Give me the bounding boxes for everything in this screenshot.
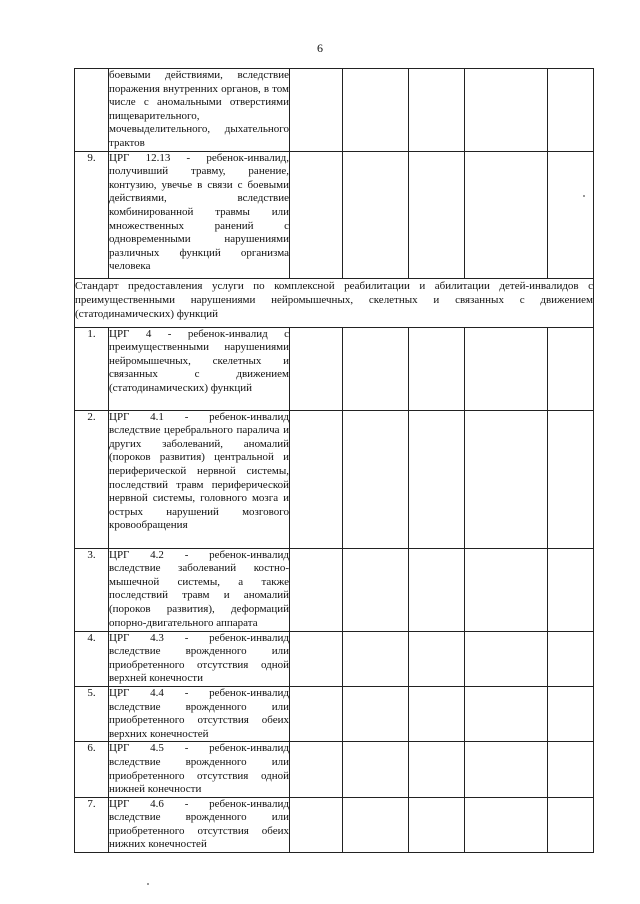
table-row bbox=[75, 686, 594, 741]
scan-speck bbox=[583, 195, 585, 197]
table-row bbox=[75, 548, 594, 631]
row-number: 6. bbox=[75, 742, 109, 797]
row-description: ЦРГ 12.13 - ребенок-инвалид, получивший травму, ранение, контузию, увечье в связи с боевыми действиями, вследствие комбинированной травмы или множественных ранений с одновременными нарушениями различных функций организма человека bbox=[109, 151, 290, 278]
table-row bbox=[75, 797, 594, 852]
row-number: 5. bbox=[75, 686, 109, 741]
row-number: 4. bbox=[75, 631, 109, 686]
row-number: 3. bbox=[75, 548, 109, 631]
table-row bbox=[75, 631, 594, 686]
row-description: ЦРГ 4.6 - ребенок-инвалид вследствие врожденного или приобретенного отсутствия обеих нижних конечностей bbox=[109, 797, 290, 852]
row-description: боевыми действиями, вследствие поражения внутренних органов, в том числе с аномальными отверстиями пищеварительного, мочевыделительного, дыхательного трактов bbox=[109, 69, 290, 152]
table-row bbox=[75, 742, 594, 797]
row-number: 2. bbox=[75, 410, 109, 548]
services-table bbox=[74, 68, 594, 853]
row-description: ЦРГ 4.4 - ребенок-инвалид вследствие врожденного или приобретенного отсутствия обеих верхних конечностей bbox=[109, 686, 290, 741]
row-description: ЦРГ 4.5 - ребенок-инвалид вследствие врожденного или приобретенного отсутствия одной нижней конечности bbox=[109, 742, 290, 797]
row-description: ЦРГ 4.2 - ребенок-инвалид вследствие заболеваний костно-мышечной системы, а также последствий травм и аномалий (пороков развития), деформаций опорно-двигательного аппарата bbox=[109, 548, 290, 631]
table-row bbox=[75, 410, 594, 548]
row-number: 1. bbox=[75, 327, 109, 410]
table-row bbox=[75, 151, 594, 278]
row-number: 9. bbox=[75, 151, 109, 278]
row-description: ЦРГ 4.1 - ребенок-инвалид вследствие церебрального паралича и других заболеваний, аномалий (пороков развития) центральной и периферической нервной системы, последствий травм периферической нервной системы, головного мозга и острых нарушений мозгового кровообращения bbox=[109, 410, 290, 548]
scan-speck bbox=[147, 883, 149, 885]
section-header-row bbox=[75, 278, 594, 327]
row-description: ЦРГ 4 - ребенок-инвалид с преимущественными нарушениями нейромышечных, скелетных и связанных с движением (статодинамических) функций bbox=[109, 327, 290, 410]
row-number: 7. bbox=[75, 797, 109, 852]
section-title: Стандарт предоставления услуги по комплексной реабилитации и абилитации детей-инвалидов с преимущественными нарушениями нейромышечных, скелетных и связанных с движением (статодинамических) функций bbox=[75, 278, 594, 327]
row-description: ЦРГ 4.3 - ребенок-инвалид вследствие врожденного или приобретенного отсутствия одной верхней конечности bbox=[109, 631, 290, 686]
table-row bbox=[75, 327, 594, 410]
row-number bbox=[75, 69, 109, 152]
table-row bbox=[75, 69, 594, 152]
page-number: 6 bbox=[317, 41, 323, 55]
